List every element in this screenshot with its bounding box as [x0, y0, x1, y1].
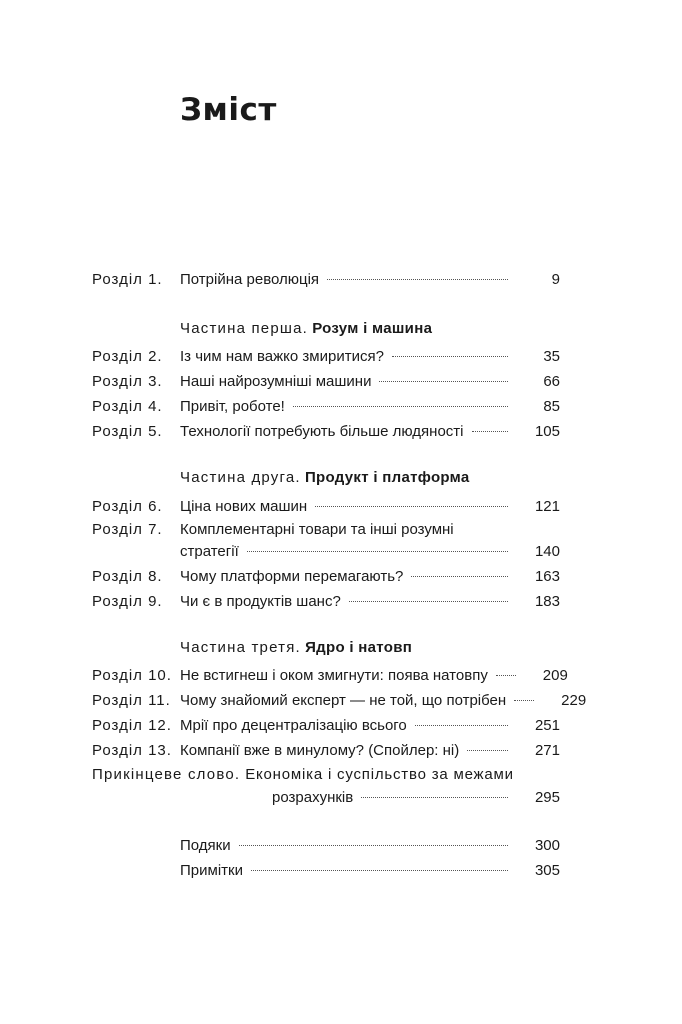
dot-leader [327, 279, 508, 280]
page-title: Зміст [180, 92, 277, 128]
page-number: 35 [543, 348, 560, 365]
chapter-title: Ціна нових машин [180, 498, 308, 515]
toc-entry[interactable] [92, 395, 560, 419]
chapter-title: Чи є в продуктів шанс? [180, 593, 341, 610]
chapter-label: Розділ 5. [92, 423, 163, 440]
page-number: 183 [534, 593, 560, 610]
toc-entry[interactable] [92, 420, 560, 444]
dot-leader [467, 750, 508, 751]
dot-leader [239, 845, 508, 846]
toc-entry[interactable] [92, 739, 560, 763]
page-number: 85 [543, 398, 560, 415]
part-label: Частина перша. [180, 320, 309, 337]
toc-entry-continuation[interactable] [92, 786, 560, 810]
afterword-title: Економіка і суспільство за межами [245, 766, 514, 783]
toc-entry[interactable] [92, 370, 560, 394]
afterword-label: Прикінцеве слово. [92, 766, 241, 783]
part-label: Частина друга. [180, 469, 301, 486]
part-name: Продукт і платформа [304, 469, 470, 486]
toc-entry[interactable] [92, 859, 560, 883]
chapter-label: Розділ 8. [92, 568, 163, 585]
part-heading [180, 636, 412, 660]
toc-entry[interactable] [92, 664, 568, 688]
page-number: 295 [534, 789, 560, 806]
part-heading [180, 466, 470, 490]
part-name: Розум і машина [312, 320, 433, 337]
chapter-title: Потрійна революція [180, 271, 320, 288]
page-number: 9 [551, 271, 560, 288]
page-number: 229 [561, 692, 587, 709]
dot-leader [496, 675, 516, 676]
page-number: 105 [534, 423, 560, 440]
chapter-title: Чому знайомий експерт — не той, що потрібен [180, 692, 507, 709]
page-number: 209 [542, 667, 568, 684]
afterword-title-continuation: розрахунків [272, 789, 354, 806]
part-heading [180, 317, 432, 341]
dot-leader [392, 356, 508, 357]
dot-leader [349, 601, 508, 602]
chapter-title: Не встигнеш і оком змигнути: поява натовпу [180, 667, 488, 684]
chapter-title: Наші найрозумніші машини [180, 373, 372, 390]
dot-leader [411, 576, 508, 577]
toc-entry[interactable] [92, 345, 560, 369]
toc-entry-continuation[interactable] [92, 540, 560, 564]
chapter-title: Привіт, роботе! [180, 398, 285, 415]
part-name: Ядро і натовп [305, 639, 413, 656]
chapter-label: Розділ 10. [92, 667, 172, 684]
dot-leader [293, 406, 508, 407]
page-number: 140 [534, 543, 560, 560]
dot-leader [472, 431, 509, 432]
dot-leader [514, 700, 534, 701]
chapter-label: Розділ 11. [92, 692, 171, 709]
chapter-title: Комплементарні товари та інші розумні [180, 521, 454, 538]
chapter-label: Розділ 12. [92, 717, 172, 734]
page-number: 305 [534, 862, 560, 879]
page-number: 251 [534, 717, 560, 734]
chapter-title: Чому платформи перемагають? [180, 568, 404, 585]
part-label: Частина третя. [180, 639, 301, 656]
toc-entry[interactable] [92, 590, 560, 614]
page-number: 300 [534, 837, 560, 854]
page-number: 163 [534, 568, 560, 585]
toc-entry[interactable] [92, 268, 560, 292]
chapter-label: Розділ 1. [92, 271, 163, 288]
chapter-label: Розділ 13. [92, 742, 172, 759]
chapter-title-continuation: стратегії [180, 543, 239, 560]
toc-entry[interactable] [92, 689, 587, 713]
page-number: 271 [534, 742, 560, 759]
chapter-label: Розділ 6. [92, 498, 163, 515]
toc-entry[interactable] [92, 495, 560, 519]
dot-leader [315, 506, 508, 507]
back-matter-title: Подяки [180, 837, 231, 854]
chapter-title: Мрії про децентралізацію всього [180, 717, 407, 734]
chapter-label: Розділ 3. [92, 373, 163, 390]
dot-leader [361, 797, 508, 798]
chapter-title: Технології потребують більше людяності [180, 423, 464, 440]
dot-leader [379, 381, 508, 382]
toc-entry[interactable] [92, 565, 560, 589]
chapter-label: Розділ 2. [92, 348, 163, 365]
page-number: 121 [534, 498, 560, 515]
chapter-title: Із чим нам важко змиритися? [180, 348, 384, 365]
dot-leader [251, 870, 508, 871]
dot-leader [247, 551, 508, 552]
chapter-label: Розділ 4. [92, 398, 163, 415]
chapter-label: Розділ 7. [92, 521, 163, 538]
chapter-label: Розділ 9. [92, 593, 163, 610]
chapter-title: Компанії вже в минулому? (Спойлер: ні) [180, 742, 460, 759]
toc-entry-afterword[interactable] [92, 763, 560, 787]
toc-entry[interactable] [92, 834, 560, 858]
dot-leader [415, 725, 508, 726]
back-matter-title: Примітки [180, 862, 243, 879]
toc-entry[interactable] [92, 518, 560, 542]
toc-entry[interactable] [92, 714, 560, 738]
page-number: 66 [543, 373, 560, 390]
